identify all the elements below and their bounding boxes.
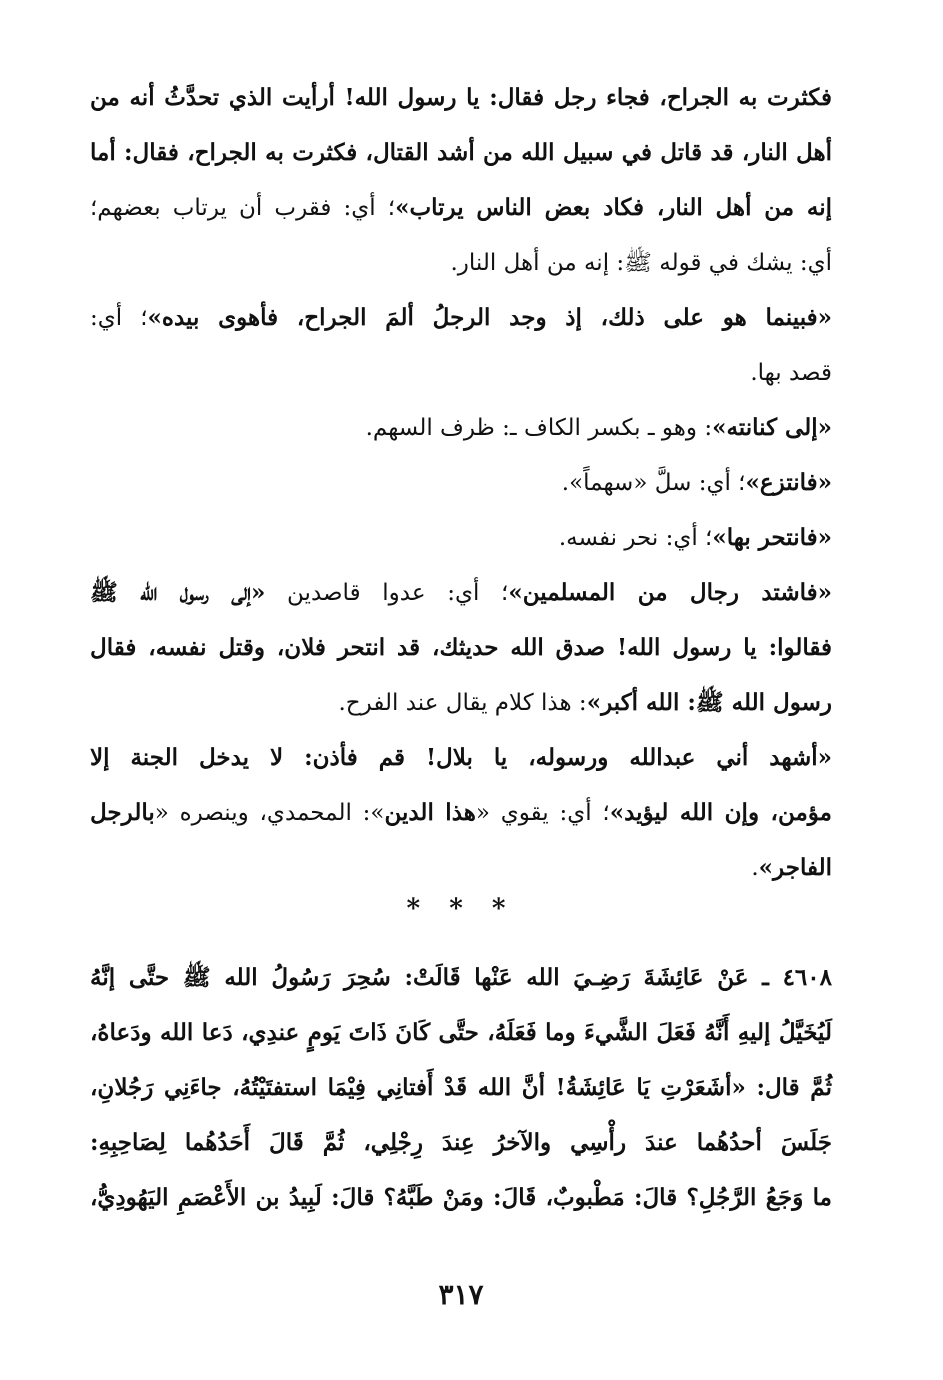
bold-phrase: بالرجل: [90, 799, 155, 826]
bold-phrase: «فانتحر بها»: [712, 524, 832, 551]
page-number: ٣١٧: [438, 1278, 484, 1311]
text-line: [751, 848, 832, 888]
commentary-text: ؛ أي: فقرب أن يرتاب بعضهم؛: [90, 195, 396, 221]
bold-phrase: الفاجر»: [758, 854, 832, 881]
bold-phrase: «فبينما هو على ذلك، إذ وجد الرجلُ ألمَ الجراح، فأهوى بيده»: [147, 304, 832, 331]
commentary-text: .: [751, 855, 759, 881]
commentary-text: ؛ أي:: [90, 305, 148, 331]
commentary-text: ؛ أي: يقوي «: [475, 800, 610, 826]
commentary-text: ؛ أي: سلَّ «سهماً».: [561, 470, 746, 496]
commentary-text: »: المحمدي، وينصره «: [154, 800, 385, 826]
text-line: [90, 573, 832, 613]
bold-phrase: «فانتزع»: [745, 469, 832, 496]
hadith-line: ٤٦٠٨ ـ عَنْ عَائِشَةَ رَضِـيَ الله عَنْها قَالَتْ: سُحِرَ رَسُولُ الله ﷺ حتَّى إنَّهُ: [90, 964, 832, 991]
bold-phrase: إنه من أهل النار، فكاد بعض الناس يرتاب»: [395, 194, 833, 221]
text-line: قصد بها.: [750, 360, 832, 386]
bold-phrase: رسول الله ﷺ: الله أكبر»: [586, 689, 832, 716]
hadith-line: ثُمَّ قال: «أشَعَرْتِ يَا عَائِشَةُ! أنَّ الله قَدْ أَفتانِي فِيْمَا استفتَيْتُهُ، جاءَنِي رَجُلانِ،: [90, 1074, 832, 1101]
bold-phrase: هذا الدين: [384, 799, 476, 826]
commentary-text: : هذا كلام يقال عند الفرح.: [338, 690, 587, 716]
text-line: فقالوا: يا رسول الله! صدق الله حديثك، قد انتحر فلان، وقتل نفسه، فقال: [90, 634, 832, 661]
text-line: أهل النار، قد قاتل في سبيل الله من أشد القتال، فكثرت به الجراح، فقال: أما: [90, 139, 832, 166]
hadith-line: ما وَجَعُ الرَّجُلِ؟ قالَ: مَطْبوبٌ، قَالَ: ومَنْ طَبَّهُ؟ قالَ: لَبِيدُ بن الأَعْصَمِ اليَهُودِيُّ،: [90, 1184, 832, 1211]
bold-phrase: «فاشتد رجال من المسلمين»: [508, 579, 832, 606]
text-line: أي: يشك في قوله ﷺ: إنه من أهل النار.: [450, 250, 832, 276]
text-line: [366, 408, 832, 448]
bold-phrase: «إلى رسول الله ﷺ: [90, 579, 266, 606]
text-line: [562, 463, 832, 503]
text-line: [90, 298, 832, 338]
text-line: فكثرت به الجراح، فجاء رجل فقال: يا رسول الله! أرأيت الذي تحدَّثُ أنه من: [90, 84, 832, 111]
bold-phrase: «إلى كنانته»: [712, 414, 832, 441]
hadith-line: جَلَسَ أحدُهُما عندَ رأْسِي والآخرُ عِندَ رِجْلِي، ثُمَّ قَالَ أَحَدُهُما لِصَاحِبِهِ:: [90, 1129, 832, 1156]
text-line: [339, 683, 833, 723]
bold-phrase: مؤمن، وإن الله ليؤيد»: [609, 799, 832, 826]
text-line: [90, 793, 832, 833]
text-line: «أشهد أني عبدالله ورسوله، يا بلال! قم فأذن: لا يدخل الجنة إلا: [90, 744, 832, 771]
section-separator: * * *: [406, 894, 516, 924]
commentary-text: ؛ أي: نحر نفسه.: [558, 525, 713, 551]
text-line: [90, 188, 832, 228]
commentary-text: : وهو ـ بكسر الكاف ـ: ظرف السهم.: [365, 415, 713, 441]
commentary-text: ؛ أي: عدوا قاصدين: [287, 580, 509, 606]
hadith-line: لَيُخَيَّلُ إليهِ أَنَّهُ فَعَلَ الشَّيءَ وما فَعَلَهُ، حتَّى كَانَ ذَاتَ يَومٍ عندِي، دَعا الله ودَعاهُ،: [90, 1019, 832, 1046]
text-line: [559, 518, 832, 558]
